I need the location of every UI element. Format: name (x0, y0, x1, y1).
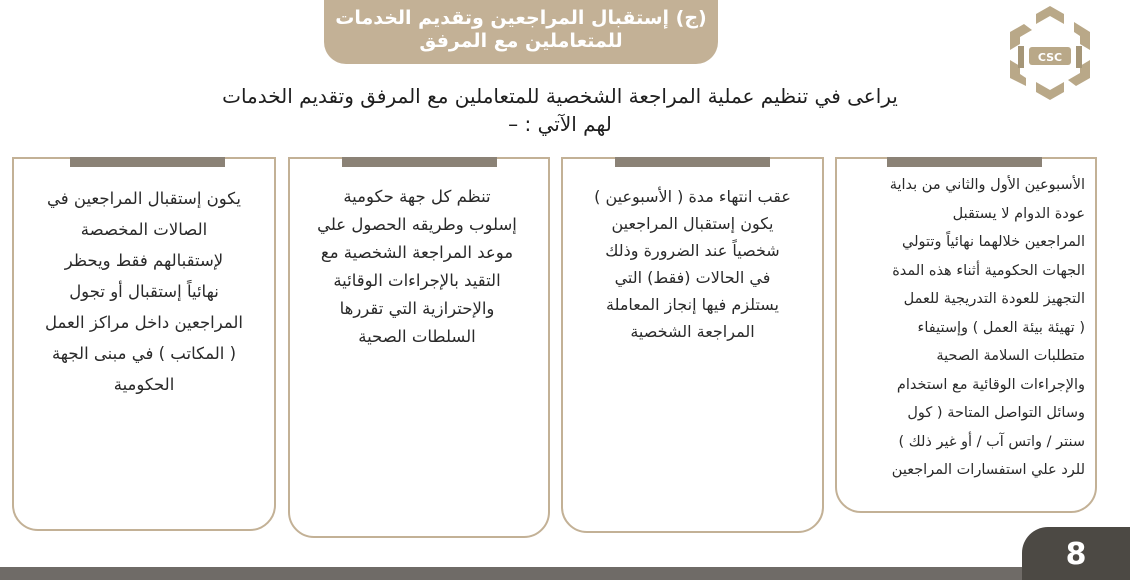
card-tab (615, 157, 770, 167)
card-line: التجهيز للعودة التدريجية للعمل (903, 291, 1085, 307)
card-line: نهائياً إستقبال أو تجول (69, 282, 219, 301)
card-line: سنتر / واتس آب / أو غير ذلك ) (898, 433, 1085, 450)
card-line: والإجراءات الوقائية مع استخدام (896, 376, 1085, 393)
section-title-line2: للمتعاملين مع المرفق (419, 30, 623, 52)
intro-line2: لهم الآتي : – (508, 112, 612, 136)
card-line: للرد علي استفسارات المراجعين (891, 462, 1085, 478)
card-line: يستلزم فيها إنجاز المعاملة (605, 295, 779, 314)
card-line: عودة الدوام لا يستقبل (952, 205, 1085, 222)
card-tab (70, 157, 225, 167)
info-card-1 (835, 157, 1097, 513)
card-line: السلطات الصحية (358, 327, 476, 346)
info-card-3 (288, 157, 550, 538)
card-tab (887, 157, 1042, 167)
info-card-3-text (294, 183, 540, 351)
footer-bar (0, 567, 1130, 580)
info-card-4 (12, 157, 276, 531)
card-line: ( المكاتب ) في مبنى الجهة (51, 344, 237, 363)
card-line: متطلبات السلامة الصحية (936, 348, 1085, 364)
info-card-2-text (569, 183, 816, 345)
card-line: عقب انتهاء مدة ( الأسبوعين ) (594, 187, 791, 206)
section-title-line1: (ج) إستقبال المراجعين وتقديم الخدمات (335, 7, 707, 29)
intro-text (150, 82, 970, 138)
card-line: يكون إستقبال المراجعين (611, 214, 774, 233)
card-line: المراجعين خلالهما نهائياً وتتولي (902, 234, 1085, 250)
card-line: الصالات المخصصة (80, 220, 208, 239)
card-line: المراجعين داخل مراكز العمل (45, 313, 243, 332)
card-line: لإستقبالهم فقط ويحظر (64, 251, 224, 270)
card-line: الحكومية (113, 375, 175, 394)
card-line: شخصياً عند الضرورة وذلك (605, 241, 780, 260)
info-card-2 (561, 157, 824, 533)
section-title-banner (324, 0, 718, 64)
card-line: الأسبوعين الأول والثاني من بداية (889, 177, 1085, 193)
card-line: في الحالات (فقط) التي (614, 268, 771, 287)
card-line: يكون إستقبال المراجعين في (47, 189, 241, 208)
card-line: وسائل التواصل المتاحة ( كول (907, 405, 1085, 421)
csc-logo-icon (992, 2, 1108, 110)
intro-line1: يراعى في تنظيم عملية المراجعة الشخصية للمتعاملين مع المرفق وتقديم الخدمات (222, 84, 898, 108)
logo-text: CSC (1037, 51, 1063, 64)
card-tab (342, 157, 497, 167)
card-line: التقيد بالإجراءات الوقائية (333, 271, 501, 290)
card-line: موعد المراجعة الشخصية مع (320, 243, 514, 262)
card-line: ( تهيئة بيئة العمل ) وإستيفاء (917, 319, 1085, 336)
info-card-4-text (18, 183, 270, 400)
info-card-1-text (841, 171, 1085, 485)
card-line: الجهات الحكومية أثناء هذه المدة (892, 262, 1085, 279)
page-number: 8 (1065, 537, 1087, 572)
card-line: تنظم كل جهة حكومية (343, 187, 491, 206)
card-line: المراجعة الشخصية (630, 322, 755, 341)
card-line: والإحترازية التي تقررها (339, 299, 495, 318)
card-line: إسلوب وطريقه الحصول علي (317, 215, 517, 234)
